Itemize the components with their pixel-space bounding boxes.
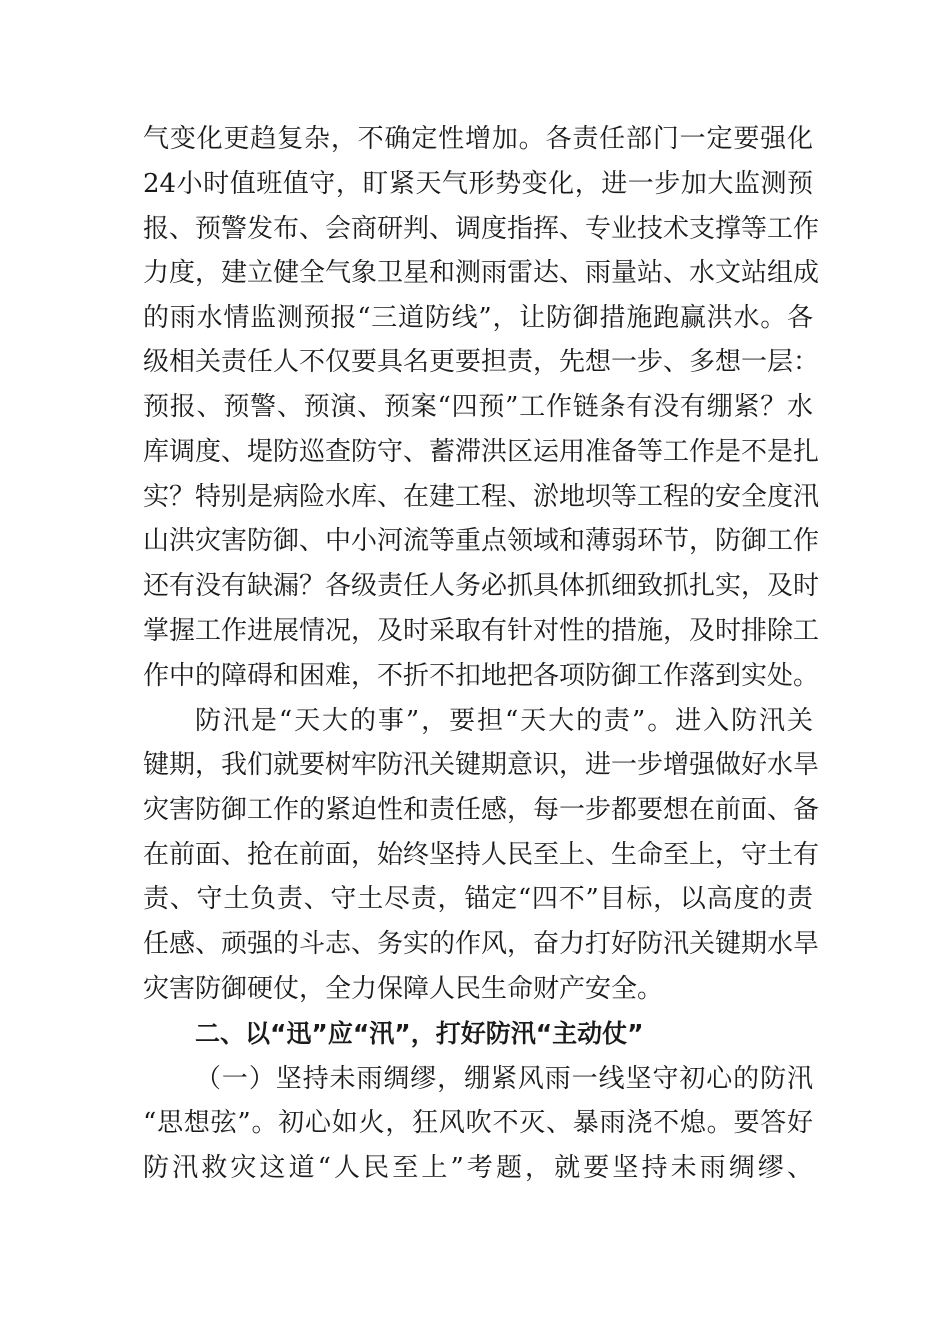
p1-line-13: 作中的障碍和困难，不折不扣地把各项防御工作落到实处。: [143, 661, 820, 691]
p1-line-1: 气变化更趋复杂，不确定性增加。各责任部门一定要强化: [143, 124, 813, 154]
p2-line-2: 键期，我们就要树牢防汛关键期意识，进一步增强做好水旱: [143, 750, 820, 780]
p1-line-2: 24小时值班值守，盯紧天气形势变化，进一步加大监测预: [143, 169, 813, 199]
p1-line-8: 库调度、堤防巡查防守、蓄滞洪区运用准备等工作是不是扎: [143, 437, 820, 467]
p1-line-9: 实？特别是病险水库、在建工程、淤地坝等工程的安全度汛: [143, 482, 820, 512]
p1-line-12: 掌握工作进展情况，及时采取有针对性的措施，及时排除工: [143, 616, 820, 646]
p3-line-1: （一）坚持未雨绸缪，绷紧风雨一线坚守初心的防汛: [195, 1064, 813, 1094]
p1-line-5: 的雨水情监测预报“三道防线”，让防御措施跑赢洪水。各: [143, 303, 813, 333]
p2-line-5: 责、守土负责、守土尽责，锚定“四不”目标，以高度的责: [143, 884, 813, 914]
p1-line-3: 报、预警发布、会商研判、调度指挥、专业技术支撑等工作: [143, 214, 820, 244]
p1-line-10: 山洪灾害防御、中小河流等重点领域和薄弱环节，防御工作: [143, 526, 820, 556]
p1-line-6: 级相关责任人不仅要具名更要担责，先想一步、多想一层：: [143, 347, 820, 377]
p2-line-1: 防汛是“天大的事”，要担“天大的责”。进入防汛关: [195, 706, 813, 736]
p1-line-7: 预报、预警、预演、预案“四预”工作链条有没有绷紧？水: [143, 392, 813, 422]
p2-line-4: 在前面、抢在前面，始终坚持人民至上、生命至上，守土有: [143, 840, 820, 870]
p2-line-7: 灾害防御硬仗，全力保障人民生命财产安全。: [143, 974, 664, 1004]
p3-line-3: 防汛救灾这道“人民至上”考题，就要坚持未雨绸缪、: [143, 1153, 813, 1183]
p2-line-3: 灾害防御工作的紧迫性和责任感，每一步都要想在前面、备: [143, 795, 820, 825]
p3-line-2: “思想弦”。初心如火，狂风吹不灭、暴雨浇不熄。要答好: [143, 1108, 813, 1138]
p1-line-11: 还有没有缺漏？各级责任人务必抓具体抓细致抓扎实，及时: [143, 571, 820, 601]
p1-line-4: 力度，建立健全气象卫星和测雨雷达、雨量站、水文站组成: [143, 258, 820, 288]
section-heading: 二、以“迅”应“汛”，打好防汛“主动仗”: [195, 1019, 644, 1048]
p2-line-6: 任感、顽强的斗志、务实的作风，奋力打好防汛关键期水旱: [143, 929, 820, 959]
